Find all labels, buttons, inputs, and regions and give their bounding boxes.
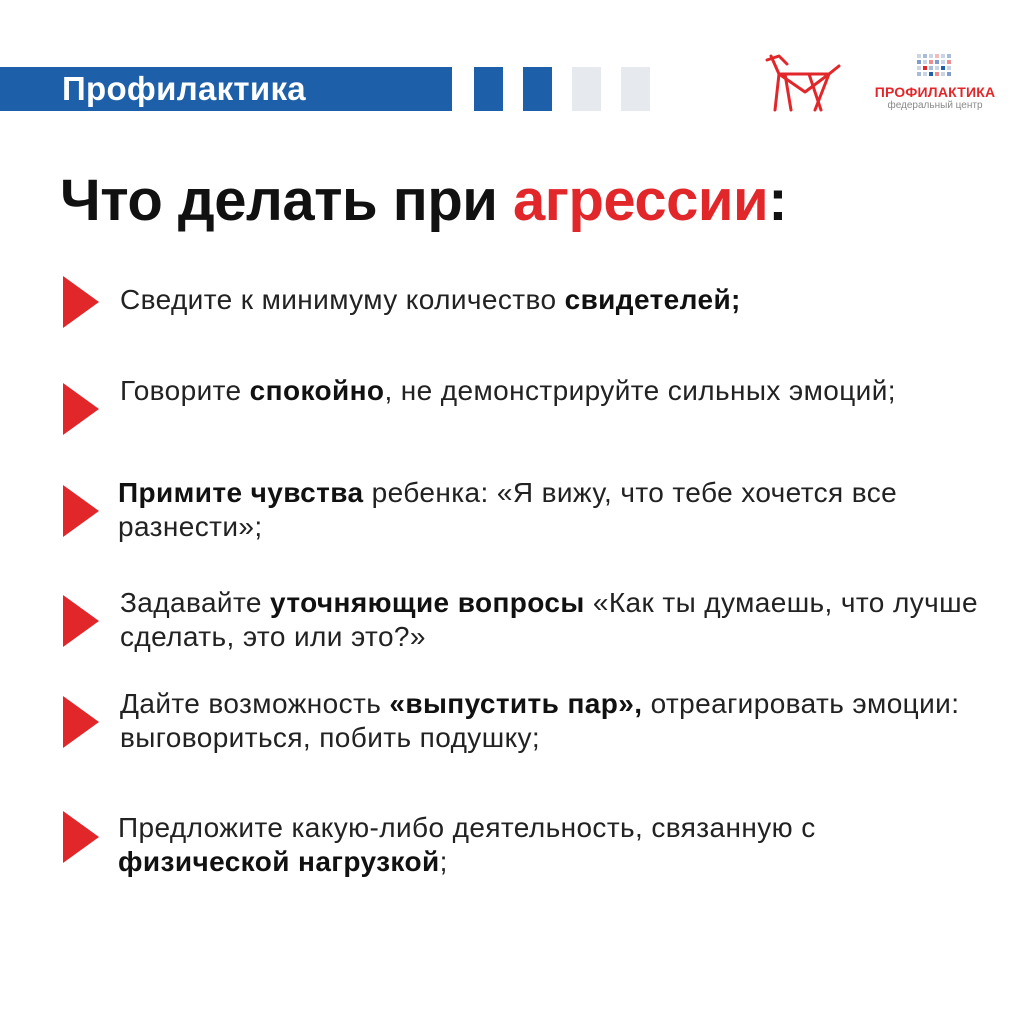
title-accent: агрессии xyxy=(513,168,769,233)
title-prefix: Что делать при xyxy=(60,168,514,233)
item-text-regular: Задавайте xyxy=(120,587,271,618)
item-text-bold: Примите чувства xyxy=(118,477,364,508)
logo-emblem-icon xyxy=(765,52,841,114)
banner-label: Профилактика xyxy=(62,70,306,107)
item-text xyxy=(118,476,988,544)
red-arrow-icon xyxy=(63,383,99,435)
decor-square-gray-2 xyxy=(621,67,650,111)
item-text-regular: Сведите к минимуму количество xyxy=(120,284,565,315)
item-text-regular: ребенка: «Я вижу, что тебе хочется все разнести»; xyxy=(118,477,898,542)
item-text-regular: , не демонстрируйте сильных эмоций; xyxy=(384,375,896,406)
item-text-regular: Говорите xyxy=(120,375,250,406)
decor-square-gray-1 xyxy=(572,67,601,111)
item-text-regular: ; xyxy=(439,846,448,877)
item-text-bold: свидетелей; xyxy=(564,284,741,315)
page-title xyxy=(60,168,787,234)
item-text-regular: Предложите какую-либо деятельность, связанную с xyxy=(118,812,816,843)
title-suffix: : xyxy=(768,168,788,233)
logo-subtitle: федеральный центр xyxy=(887,100,983,111)
item-text-regular: «Как ты думаешь, что лучше сделать, это или это?» xyxy=(120,587,978,652)
item-text-regular: отреагировать эмоции: выговориться, побить подушку; xyxy=(120,688,960,753)
item-text-bold: уточняющие вопросы xyxy=(270,587,585,618)
item-text xyxy=(120,586,990,654)
logo-name: ПРОФИЛАКТИКА xyxy=(874,84,996,100)
item-text-bold: спокойно xyxy=(249,375,385,406)
item-text-bold: физической нагрузкой xyxy=(118,846,440,877)
red-arrow-icon xyxy=(63,276,99,328)
item-text xyxy=(120,374,990,408)
red-arrow-icon xyxy=(63,595,99,647)
red-arrow-icon xyxy=(63,485,99,537)
decor-square-blue-2 xyxy=(523,67,552,111)
item-text-regular: Дайте возможность xyxy=(120,688,390,719)
decor-square-blue-1 xyxy=(474,67,503,111)
item-text xyxy=(120,283,990,317)
item-text-bold: «выпустить пар», xyxy=(389,688,643,719)
header-banner xyxy=(0,67,452,111)
item-text xyxy=(118,811,988,879)
logo-grid-icon xyxy=(917,54,951,78)
red-arrow-icon xyxy=(63,811,99,863)
item-text xyxy=(120,687,990,755)
red-arrow-icon xyxy=(63,696,99,748)
